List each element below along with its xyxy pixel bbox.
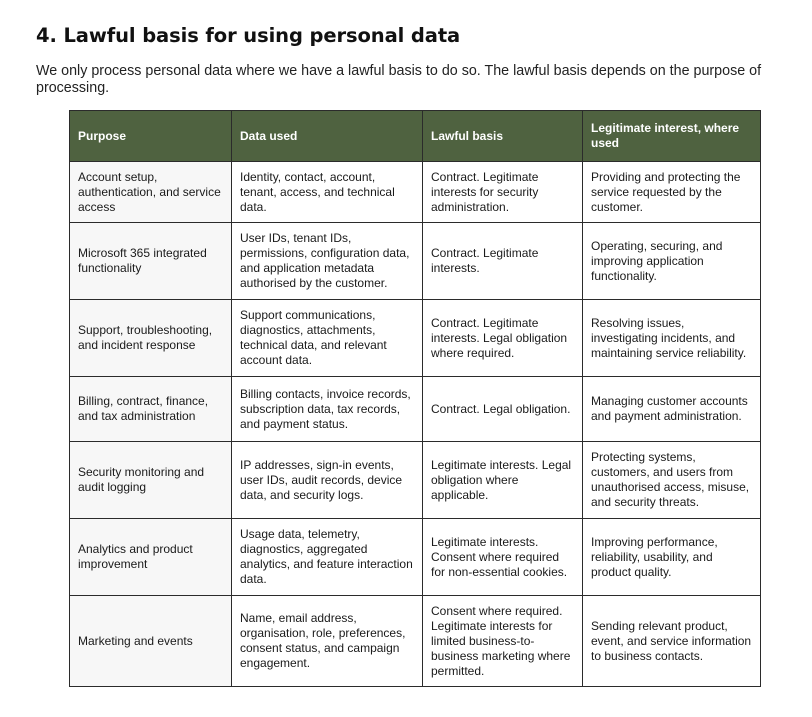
data-used-cell: Name, email address, organisation, role, preferences, consent status, and campaign engagement. — [232, 596, 423, 687]
legitimate-interest-cell: Providing and protecting the service requested by the customer. — [583, 162, 761, 223]
section-heading: 4. Lawful basis for using personal data — [36, 24, 461, 47]
purpose-cell: Marketing and events — [70, 596, 232, 687]
table-body — [70, 162, 761, 687]
lawful-basis-cell: Legitimate interests. Legal obligation where applicable. — [423, 442, 583, 519]
table-row — [70, 519, 761, 596]
data-used-cell: Identity, contact, account, tenant, access, and technical data. — [232, 162, 423, 223]
lawful-basis-table — [69, 110, 761, 687]
table-row — [70, 596, 761, 687]
header-data-used: Data used — [232, 111, 423, 162]
data-used-cell: Billing contacts, invoice records, subscription data, tax records, and payment status. — [232, 377, 423, 442]
header-purpose: Purpose — [70, 111, 232, 162]
table-row — [70, 442, 761, 519]
header-lawful-basis: Lawful basis — [423, 111, 583, 162]
data-used-cell: User IDs, tenant IDs, permissions, configuration data, and application metadata authorised by the customer. — [232, 223, 423, 300]
purpose-cell: Support, troubleshooting, and incident response — [70, 300, 232, 377]
data-used-cell: Support communications, diagnostics, attachments, technical data, and relevant account data. — [232, 300, 423, 377]
lawful-basis-cell: Contract. Legal obligation. — [423, 377, 583, 442]
legitimate-interest-cell: Operating, securing, and improving application functionality. — [583, 223, 761, 300]
data-used-cell: IP addresses, sign-in events, user IDs, audit records, device data, and security logs. — [232, 442, 423, 519]
purpose-cell: Microsoft 365 integrated functionality — [70, 223, 232, 300]
legitimate-interest-cell: Protecting systems, customers, and users from unauthorised access, misuse, and security threats. — [583, 442, 761, 519]
table-row — [70, 162, 761, 223]
lawful-basis-cell: Contract. Legitimate interests. — [423, 223, 583, 300]
lawful-basis-cell: Consent where required. Legitimate interests for limited business-to-business marketing where permitted. — [423, 596, 583, 687]
table-row — [70, 223, 761, 300]
purpose-cell: Account setup, authentication, and service access — [70, 162, 232, 223]
lawful-basis-cell: Contract. Legitimate interests. Legal obligation where required. — [423, 300, 583, 377]
legitimate-interest-cell: Resolving issues, investigating incidents, and maintaining service reliability. — [583, 300, 761, 377]
lawful-basis-cell: Legitimate interests. Consent where required for non-essential cookies. — [423, 519, 583, 596]
table-row — [70, 300, 761, 377]
table-header — [70, 111, 761, 162]
table-row — [70, 377, 761, 442]
lawful-basis-cell: Contract. Legitimate interests for security administration. — [423, 162, 583, 223]
section-intro: We only process personal data where we have a lawful basis to do so. The lawful basis depends on the purpose of processing. — [36, 63, 762, 96]
data-used-cell: Usage data, telemetry, diagnostics, aggregated analytics, and feature interaction data. — [232, 519, 423, 596]
purpose-cell: Analytics and product improvement — [70, 519, 232, 596]
header-row — [70, 111, 761, 162]
legitimate-interest-cell: Managing customer accounts and payment administration. — [583, 377, 761, 442]
header-legitimate-interest: Legitimate interest, where used — [583, 111, 761, 162]
legitimate-interest-cell: Sending relevant product, event, and service information to business contacts. — [583, 596, 761, 687]
legitimate-interest-cell: Improving performance, reliability, usability, and product quality. — [583, 519, 761, 596]
purpose-cell: Security monitoring and audit logging — [70, 442, 232, 519]
purpose-cell: Billing, contract, finance, and tax administration — [70, 377, 232, 442]
